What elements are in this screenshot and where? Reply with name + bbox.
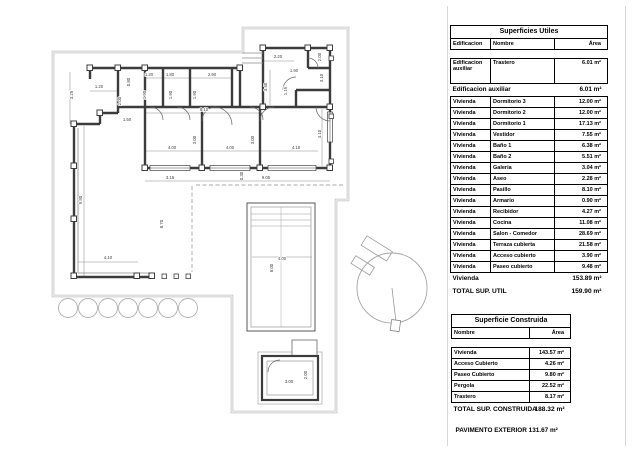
table-superficie-construida (451, 314, 570, 438)
table-cell: Acceso Cubierto (452, 359, 530, 370)
table-cell: 0.90 m² (555, 196, 608, 207)
table-cell: Vivienda (451, 163, 491, 174)
dimension-label: 1.90 (142, 90, 147, 100)
table-cell: 9.48 m² (555, 262, 608, 273)
table-cell: 12.00 m² (555, 108, 608, 119)
table-cell: 2.28 m² (555, 174, 608, 185)
table-row (452, 348, 571, 359)
table-cell: 5.51 m² (555, 152, 608, 163)
table-row (452, 392, 571, 403)
table-cell: Recibidor (491, 207, 555, 218)
table-cell: Terraza cubierta (491, 240, 555, 251)
table-row (452, 370, 571, 381)
table-cell: 22.52 m² (530, 381, 571, 392)
table-cell: Vivienda (451, 108, 491, 119)
table-cell: Vivienda (451, 240, 491, 251)
pavimento-label: PAVIMENTO EXTERIOR 131.67 m² (455, 427, 558, 435)
table-title: Superficies Utiles (451, 26, 608, 39)
total-row (452, 403, 571, 417)
table-row (451, 251, 608, 262)
table-cell: 4.27 m² (555, 207, 608, 218)
table-cell: Vestidor (491, 130, 555, 141)
table-cell: 11.08 m² (555, 218, 608, 229)
dimension-labels (69, 52, 324, 384)
table-cell: 4.26 m² (530, 359, 571, 370)
table-cell: Vivienda (451, 141, 491, 152)
table-row (451, 152, 608, 163)
subtotal-row (451, 273, 608, 286)
column-header: Área (555, 39, 608, 50)
table-cell: Vivienda (451, 207, 491, 218)
interior-lines (78, 53, 263, 273)
dimension-label: 4.00 (277, 256, 287, 261)
table-cell: Cocina (491, 218, 555, 229)
dimension-label: 1.15 (283, 86, 288, 96)
table-row (451, 59, 608, 84)
dimension-label: 4.10 (317, 129, 322, 139)
column-header: Nombre (491, 39, 555, 50)
table-row (452, 359, 571, 370)
table-row (451, 196, 608, 207)
dimension-label: 1.90 (289, 68, 299, 73)
dimension-label: 1.20 (144, 72, 154, 77)
table-cell: Dormitorio 1 (491, 119, 555, 130)
dimension-label: 2.20 (273, 54, 283, 59)
table-cell: 3.90 m² (555, 251, 608, 262)
table-cell: Trastero (491, 59, 555, 84)
table-row (451, 218, 608, 229)
dimension-label: 0.80 (126, 77, 131, 87)
table-cell: 6.01 m² (555, 59, 608, 84)
pavimento-row (452, 416, 571, 438)
dimension-label: 9.90 (78, 195, 83, 205)
table-cell: Dormitorio 3 (491, 97, 555, 108)
column-header: Área (530, 328, 571, 339)
windows (150, 112, 333, 171)
table-cell: 3.04 m² (555, 163, 608, 174)
table-cell: Vivienda (452, 348, 530, 359)
table-cell: Vivienda (451, 196, 491, 207)
table-title: Superficie Construida (452, 315, 571, 328)
table-cell: Vivienda (451, 251, 491, 262)
subtotal-value: 153.89 m² (572, 275, 602, 283)
table-row (451, 108, 608, 119)
table-cell: Pergola (452, 381, 530, 392)
table-row (451, 185, 608, 196)
table-cell: Paseo Cubierto (452, 370, 530, 381)
table-row (451, 240, 608, 251)
dimension-label: 2.90 (207, 72, 217, 77)
table-row (451, 141, 608, 152)
table-row (451, 97, 608, 108)
table-cell: Vivienda (451, 97, 491, 108)
table-cell: Baño 1 (491, 141, 555, 152)
dimension-label: 3.10 (319, 73, 324, 83)
table-cell: Paseo cubierto (491, 262, 555, 273)
table-cell: 8.17 m² (530, 392, 571, 403)
total-label: TOTAL SUP. CONSTRUIDA (453, 405, 537, 413)
dimension-label: 2.00 (317, 52, 322, 62)
total-label: TOTAL SUP. UTIL (452, 287, 507, 295)
table-cell: Salon - Comedor (491, 229, 555, 240)
table-row (451, 130, 608, 141)
table-cell: Pasillo (491, 185, 555, 196)
table-cell: Acceso cubierto (491, 251, 555, 262)
table-row (451, 262, 608, 273)
table-cell: Vivienda (451, 174, 491, 185)
dimension-label: 8.70 (159, 219, 164, 229)
dimension-label: 8.00 (269, 263, 274, 273)
total-value: 188.32 m² (534, 405, 565, 413)
pergola-dashed-lines (192, 185, 345, 272)
table-row (452, 381, 571, 392)
dimension-label: 8.10 (199, 107, 209, 112)
table-row (451, 163, 608, 174)
table-cell: 17.13 m² (555, 119, 608, 130)
table-row (451, 229, 608, 240)
dimension-label: 1.90 (168, 90, 173, 100)
bushes-row (59, 299, 198, 318)
dimension-label: 1.80 (165, 72, 175, 77)
table-cell: Vivienda (451, 229, 491, 240)
table-cell: Armario (491, 196, 555, 207)
table-cell: 28.69 m² (555, 229, 608, 240)
dimension-label: 4.00 (167, 145, 177, 150)
table-row (451, 174, 608, 185)
table-cell: Aseo (491, 174, 555, 185)
dimension-label: 9.05 (261, 175, 271, 180)
dimension-label: 1.50 (122, 117, 132, 122)
dimension-label: 1.90 (192, 90, 197, 100)
table-cell: 21.58 m² (555, 240, 608, 251)
dimension-label: 3.15 (165, 175, 175, 180)
trastero-building (258, 340, 322, 404)
dimension-label: 3.00 (192, 135, 197, 145)
table-cell: Vivienda (451, 185, 491, 196)
table-cell: Baño 2 (491, 152, 555, 163)
column-header: Nombre (452, 328, 530, 339)
tree-symbol (351, 236, 427, 332)
table-cell: Vivienda (451, 262, 491, 273)
table-cell: 9.80 m² (530, 370, 571, 381)
table-row (451, 119, 608, 130)
table-cell: 12.00 m² (555, 97, 608, 108)
table-header-row (452, 328, 571, 339)
table-cell: Vivienda (451, 152, 491, 163)
table-cell: Vivienda (451, 130, 491, 141)
table-cell: 7.55 m² (555, 130, 608, 141)
dimension-label: 3.25 (69, 90, 74, 100)
dimension-label: 1.20 (94, 84, 104, 89)
table-cell: Dormitorio 2 (491, 108, 555, 119)
dimension-label: 3.40 (263, 82, 268, 92)
subtotal-label: Vivienda (452, 275, 479, 283)
table-header-row (451, 39, 608, 50)
table-cell: 143.57 m² (530, 348, 571, 359)
column-header: Edificacion (451, 39, 491, 50)
dimension-label: 2.00 (303, 370, 308, 380)
subtotal-value: 6.01 m² (579, 86, 602, 94)
total-value: 159.90 m² (571, 287, 602, 295)
dimension-label: 3.00 (250, 135, 255, 145)
table-cell: Vivienda (451, 119, 491, 130)
table-superficies-utiles (450, 25, 607, 298)
dimension-label: 4.10 (103, 255, 113, 260)
subtotal-label: Edificacion auxiliar (452, 86, 511, 94)
table-cell: Galeria (491, 163, 555, 174)
table-cell: Edificacion auxiliar (451, 59, 491, 84)
table-row (451, 207, 608, 218)
house-walls (74, 48, 330, 277)
table-cell: 8.10 m² (555, 185, 608, 196)
table-cell: 6.38 m² (555, 141, 608, 152)
table-cell: Vivienda (451, 218, 491, 229)
dimension-label: 2.00 (117, 96, 122, 106)
table-cell: Trastero (452, 392, 530, 403)
dimension-label: 3.00 (284, 379, 294, 384)
swimming-pool (247, 203, 315, 331)
total-row (451, 285, 608, 298)
dimension-label: 4.00 (225, 145, 235, 150)
dimension-label: 4.18 (291, 145, 301, 150)
subtotal-row (451, 84, 608, 97)
dimension-label: 0.30 (239, 171, 244, 181)
